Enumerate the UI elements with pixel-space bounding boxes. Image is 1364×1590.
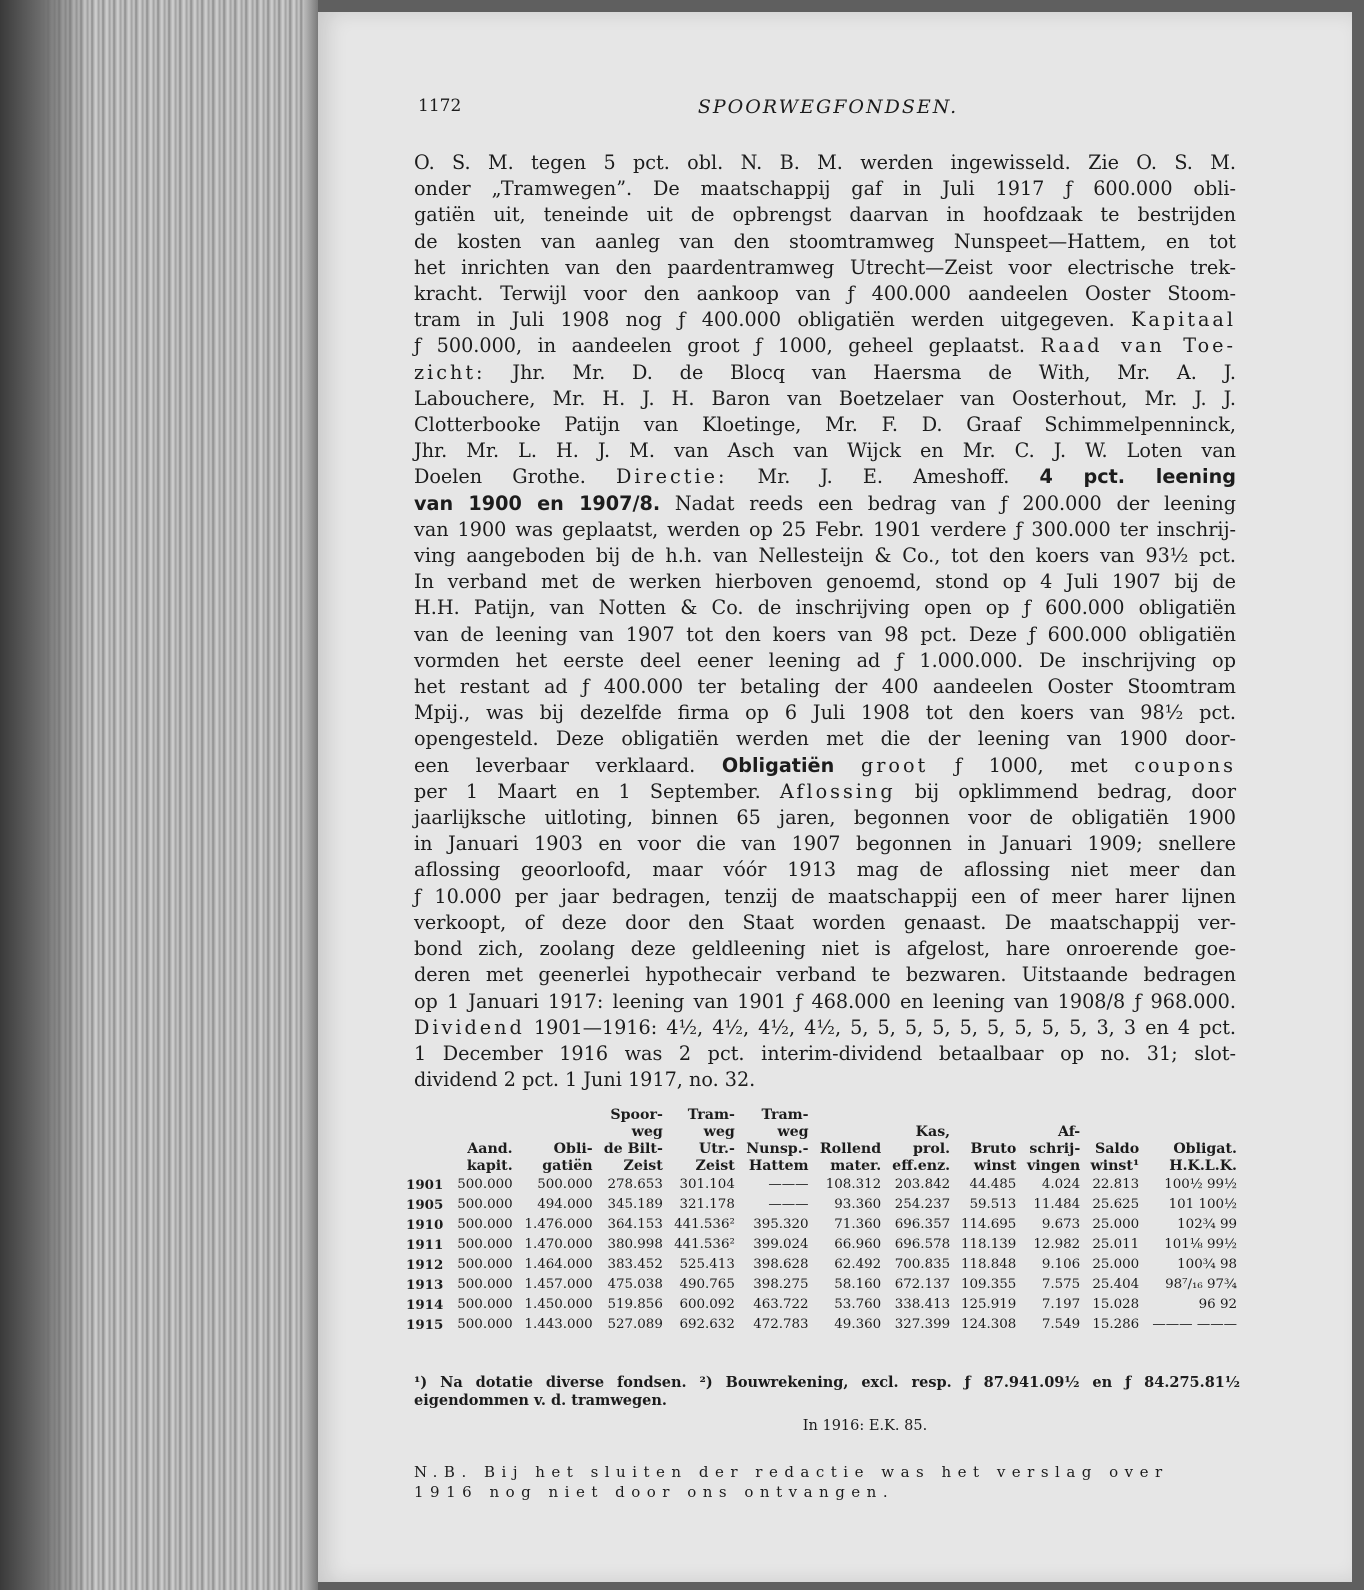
table-cell: 118.139: [960, 1237, 1017, 1252]
text-line: H.H. Patijn, van Notten & Co. de inschrijving open op ƒ 600.000 obligatiën: [414, 596, 1236, 620]
table-cell: 25.011: [1092, 1237, 1140, 1252]
book-page-edges: [0, 0, 318, 1590]
table-cell: 441.536²: [674, 1217, 735, 1232]
table-cell: 118.848: [960, 1257, 1017, 1272]
text-line: kracht. Terwijl voor den aankoop van ƒ 400.000 aandeelen Ooster Stoom-: [414, 282, 1236, 306]
section-raad-van-toezicht: Raad van Toe-: [1040, 334, 1236, 358]
table-cell: 101⅛ 99½: [1164, 1237, 1237, 1252]
column-header: Rollend mater.: [819, 1141, 882, 1174]
row-year: 1915: [406, 1317, 444, 1333]
financial-table: [406, 1107, 1240, 1335]
table-cell: 500.000: [537, 1177, 593, 1192]
text-line: in Januari 1903 en voor die van 1907 begonnen in Januari 1909; snellere: [414, 832, 1236, 856]
table-cell: 399.024: [753, 1237, 809, 1252]
table-row: [406, 1255, 1240, 1275]
table-row: [406, 1295, 1240, 1315]
text-line: ƒ 10.000 per jaar bedragen, tenzij de maatschappij een of meer harer lijnen: [414, 884, 1236, 908]
section-dividend: Dividend: [414, 1015, 525, 1039]
book-page: [318, 12, 1352, 1582]
footnote-line: eigendommen v. d. tramwegen.: [414, 1392, 667, 1409]
column-header: Obli- gatiën: [542, 1141, 593, 1174]
text-line: van 1900 en 1907/8. Nadat reeds een bedrag van ƒ 200.000 der leening: [414, 491, 1236, 515]
text-line: gatiën uit, teneinde uit de opbrengst daarvan in hoofdzaak te bestrijden: [414, 203, 1236, 227]
running-title: SPOORWEGFONDSEN.: [697, 96, 959, 118]
table-cell: 59.513: [969, 1197, 1017, 1212]
table-cell: 525.413: [679, 1257, 735, 1272]
table-cell: 7.197: [1041, 1297, 1081, 1312]
column-header: Saldo winst¹: [1090, 1141, 1140, 1174]
table-cell: 66.960: [834, 1237, 882, 1252]
table-cell: 9.673: [1041, 1217, 1081, 1232]
table-footnote: [414, 1374, 1240, 1410]
table-cell: 25.404: [1092, 1277, 1140, 1292]
table-cell: 321.178: [679, 1197, 735, 1212]
table-cell: 102¾ 99: [1177, 1217, 1237, 1232]
text-line: ving aangeboden bij de h.h. van Nellesteijn & Co., tot den koers van 93½ pct.: [414, 544, 1236, 568]
table-cell: 398.628: [753, 1257, 809, 1272]
table-cell: 93.360: [834, 1197, 882, 1212]
table-body: [406, 1175, 1240, 1335]
table-cell: 672.137: [894, 1277, 951, 1292]
table-cell: 380.998: [607, 1237, 663, 1252]
table-row: [406, 1195, 1240, 1215]
section-kapitaal: Kapitaal: [1131, 308, 1236, 332]
text-line: tram in Juli 1908 nog ƒ 400.000 obligatiën werden uitgegeven. Kapitaal: [414, 308, 1236, 332]
section-obligatien: Obligatiën: [721, 753, 835, 777]
table-cell: 58.160: [834, 1277, 882, 1292]
table-cell: 12.982: [1033, 1237, 1081, 1252]
row-year: 1901: [406, 1177, 444, 1193]
column-header: Tram- weg Nunsp.- Hattem: [746, 1107, 809, 1174]
note-1916: In 1916: E.K. 85.: [802, 1418, 928, 1434]
table-cell: 125.919: [960, 1297, 1017, 1312]
table-cell: 114.695: [960, 1217, 1017, 1232]
table-cell: 11.484: [1033, 1197, 1081, 1212]
table-cell: 383.452: [607, 1257, 663, 1272]
table-cell: 101 100½: [1168, 1197, 1237, 1212]
text-line: Dividend 1901—1916: 4½, 4½, 4½, 4½, 5, 5, 5, 5, 5, 5, 5, 5, 5, 3, 3 en 4 pct.: [414, 1015, 1237, 1039]
table-cell: 1.457.000: [524, 1277, 593, 1292]
table-cell: 345.189: [607, 1197, 663, 1212]
table-cell: 500.000: [457, 1257, 513, 1272]
table-cell: 441.536²: [674, 1237, 735, 1252]
text-line: vormden het eerste deel eener leening ad ƒ 1.000.000. De inschrijving op: [414, 648, 1236, 672]
text-line: op 1 Januari 1917: leening van 1901 ƒ 468.000 en leening van 1908/8 ƒ 968.000.: [414, 989, 1236, 1013]
text-line: 1 December 1916 was 2 pct. interim-dividend betaalbaar op no. 31; slot-: [414, 1041, 1236, 1065]
table-cell: 100¾ 98: [1177, 1257, 1237, 1272]
table-cell: ———: [768, 1177, 809, 1192]
table-cell: 519.856: [607, 1297, 663, 1312]
table-row: [406, 1275, 1240, 1295]
table-cell: 62.492: [834, 1257, 882, 1272]
table-cell: 696.357: [894, 1217, 951, 1232]
text-line: O. S. M. tegen 5 pct. obl. N. B. M. werden ingewisseld. Zie O. S. M.: [414, 151, 1236, 174]
text-line: een leverbaar verklaard. Obligatiën groot ƒ 1000, met coupons: [414, 753, 1237, 777]
table-cell: 500.000: [457, 1177, 513, 1192]
table-cell: 500.000: [457, 1197, 513, 1212]
table-cell: 1.443.000: [524, 1317, 593, 1332]
text-line: In verband met de werken hierboven genoemd, stond op 4 Juli 1907 bij de: [414, 570, 1236, 594]
table-cell: 463.722: [753, 1297, 809, 1312]
table-cell: 98⁷/₁₆ 97¾: [1165, 1277, 1237, 1292]
nb-line: N.B. Bij het sluiten der redactie was het verslag over: [414, 1463, 1169, 1481]
table-cell: 472.783: [753, 1317, 809, 1332]
table-cell: 71.360: [834, 1217, 882, 1232]
table-cell: 494.000: [537, 1197, 593, 1212]
table-cell: 600.092: [679, 1297, 735, 1312]
table-cell: 327.399: [894, 1317, 951, 1332]
table-cell: 278.653: [607, 1177, 663, 1192]
column-header: Aand. kapit.: [466, 1141, 513, 1174]
table-cell: 4.024: [1041, 1177, 1081, 1192]
table-cell: ———: [768, 1197, 809, 1212]
section-aflossing: Aflossing: [779, 779, 896, 803]
table-cell: 44.485: [969, 1177, 1017, 1192]
table-row: [406, 1235, 1240, 1255]
table-cell: 203.842: [894, 1177, 951, 1192]
row-year: 1911: [406, 1237, 444, 1253]
table-cell: 254.237: [894, 1197, 951, 1212]
column-header: Kas, prol. eff.enz.: [892, 1124, 951, 1174]
text-line: het inrichten van den paardentramweg Utrecht—Zeist voor electrische trek-: [414, 255, 1236, 279]
table-cell: 1.464.000: [524, 1257, 593, 1272]
table-header: [406, 1107, 1240, 1175]
table-cell: 108.312: [825, 1177, 882, 1192]
text-line: Mpij., was bij dezelfde firma op 6 Juli 1908 tot den koers van 98½ pct.: [414, 701, 1236, 725]
table-cell: 338.413: [894, 1297, 951, 1312]
table-cell: 364.153: [607, 1217, 663, 1232]
column-header: Bruto winst: [970, 1141, 1017, 1174]
nb-note: [414, 1462, 1240, 1502]
table-row: [406, 1215, 1240, 1235]
body-text: [414, 150, 1236, 1093]
table-cell: 124.308: [960, 1317, 1017, 1332]
page-header: [418, 96, 1238, 126]
table-cell: 395.320: [753, 1217, 809, 1232]
text-line: van de leening van 1907 tot den koers van 98 pct. Deze ƒ 600.000 obligatiën: [414, 622, 1236, 646]
row-year: 1914: [406, 1297, 444, 1313]
table-header-row: [406, 1107, 1240, 1175]
footnote-line: ¹) Na dotatie diverse fondsen. ²) Bouwrekening, excl. resp. ƒ 87.941.09½ en ƒ 84.275.81½: [414, 1374, 1240, 1391]
text-line: Jhr. Mr. L. H. J. M. van Asch van Wijck en Mr. C. J. W. Loten van: [414, 439, 1236, 463]
table-cell: 15.028: [1092, 1297, 1140, 1312]
table-cell: 109.355: [960, 1277, 1017, 1292]
table-cell: 1.470.000: [524, 1237, 593, 1252]
table-cell: 527.089: [607, 1317, 663, 1332]
table-cell: 53.760: [834, 1297, 882, 1312]
table-cell: 25.625: [1092, 1197, 1140, 1212]
table-cell: 1.476.000: [524, 1217, 593, 1232]
table-cell: 25.000: [1092, 1217, 1140, 1232]
table-cell: 49.360: [834, 1317, 882, 1332]
table-row: [406, 1175, 1240, 1195]
nb-line: 1916 nog niet door ons ontvangen.: [414, 1483, 895, 1501]
text-line: aflossing geoorloofd, maar vóór 1913 mag de aflossing niet meer dan: [414, 858, 1236, 882]
text-line: per 1 Maart en 1 September. Aflossing bij opklimmend bedrag, door: [414, 779, 1236, 803]
table-cell: 7.575: [1041, 1277, 1081, 1292]
text-line: jaarlijksche uitloting, binnen 65 jaren, begonnen voor de obligatiën 1900: [414, 806, 1236, 830]
text-line: van 1900 was geplaatst, werden op 25 Febr. 1901 verdere ƒ 300.000 ter inschrij-: [414, 517, 1236, 541]
table-row: [406, 1315, 1240, 1335]
table-cell: 490.765: [679, 1277, 735, 1292]
table-cell: 9.106: [1041, 1257, 1081, 1272]
table-cell: 301.104: [679, 1177, 735, 1192]
column-header: Af- schrij- vingen: [1026, 1124, 1081, 1174]
text-line: ƒ 500.000, in aandeelen groot ƒ 1000, geheel geplaatst. Raad van Toe-: [414, 334, 1236, 358]
text-line: Labouchere, Mr. H. J. H. Baron van Boetzelaer van Oosterhout, Mr. J. J.: [414, 386, 1236, 410]
section-leening: 4 pct. leening: [1039, 465, 1236, 489]
text-line: dividend 2 pct. 1 Juni 1917, no. 32.: [414, 1068, 756, 1092]
table-cell: 696.578: [894, 1237, 951, 1252]
row-year: 1913: [406, 1277, 444, 1293]
row-year: 1910: [406, 1217, 444, 1233]
table-cell: 700.835: [894, 1257, 951, 1272]
table-cell: 398.275: [753, 1277, 809, 1292]
section-directie: Directie:: [615, 465, 728, 489]
page-number: 1172: [418, 96, 462, 116]
text-line: onder „Tramwegen”. De maatschappij gaf in Juli 1917 ƒ 600.000 obli-: [414, 177, 1236, 201]
column-header: Obligat. H.K.L.K.: [1169, 1141, 1237, 1174]
column-header: Tram- weg Utr.- Zeist: [687, 1107, 735, 1174]
table-cell: 500.000: [457, 1297, 513, 1312]
table-cell: 500.000: [457, 1317, 513, 1332]
table-cell: 500.000: [457, 1217, 513, 1232]
table-cell: 1.450.000: [524, 1297, 593, 1312]
text-line: deren met geenerlei hypothecair verband te bezwaren. Uitstaande bedragen: [414, 963, 1236, 987]
row-year: 1905: [406, 1197, 444, 1213]
table-cell: 15.286: [1092, 1317, 1140, 1332]
row-year: 1912: [406, 1257, 444, 1273]
table-cell: 7.549: [1041, 1317, 1081, 1332]
column-header: Spoor- weg de Bilt- Zeist: [603, 1107, 663, 1174]
table-cell: 22.813: [1092, 1177, 1140, 1192]
text-line: de kosten van aanleg van den stoomtramweg Nunspeet—Hattem, en tot: [414, 229, 1236, 253]
table-cell: 475.038: [607, 1277, 663, 1292]
table-cell: 692.632: [679, 1317, 735, 1332]
table-cell: 500.000: [457, 1277, 513, 1292]
table-cell: 25.000: [1092, 1257, 1140, 1272]
table-cell: 96 92: [1198, 1297, 1237, 1312]
table-cell: 500.000: [457, 1237, 513, 1252]
text-line: het restant ad ƒ 400.000 ter betaling der 400 aandeelen Ooster Stoomtram: [414, 675, 1236, 699]
column-header: [406, 1107, 449, 1175]
table-cell: ——— ———: [1152, 1317, 1237, 1332]
text-line: verkoopt, of deze door den Staat worden genaast. De maatschappij ver-: [414, 910, 1236, 934]
text-line: Doelen Grothe. Directie: Mr. J. E. Ameshoff. 4 pct. leening: [414, 465, 1236, 489]
text-line: Clotterbooke Patijn van Kloetinge, Mr. F. D. Graaf Schimmelpenninck,: [414, 413, 1236, 437]
text-line: opengesteld. Deze obligatiën werden met die der leening van 1900 door-: [414, 727, 1236, 751]
table-cell: 100½ 99½: [1164, 1177, 1237, 1192]
text-line: bond zich, zoolang deze geldleening niet is afgelost, hare onroerende goe-: [414, 937, 1236, 961]
text-line: zicht: Jhr. Mr. D. de Blocq van Haersma de With, Mr. A. J.: [414, 360, 1236, 384]
